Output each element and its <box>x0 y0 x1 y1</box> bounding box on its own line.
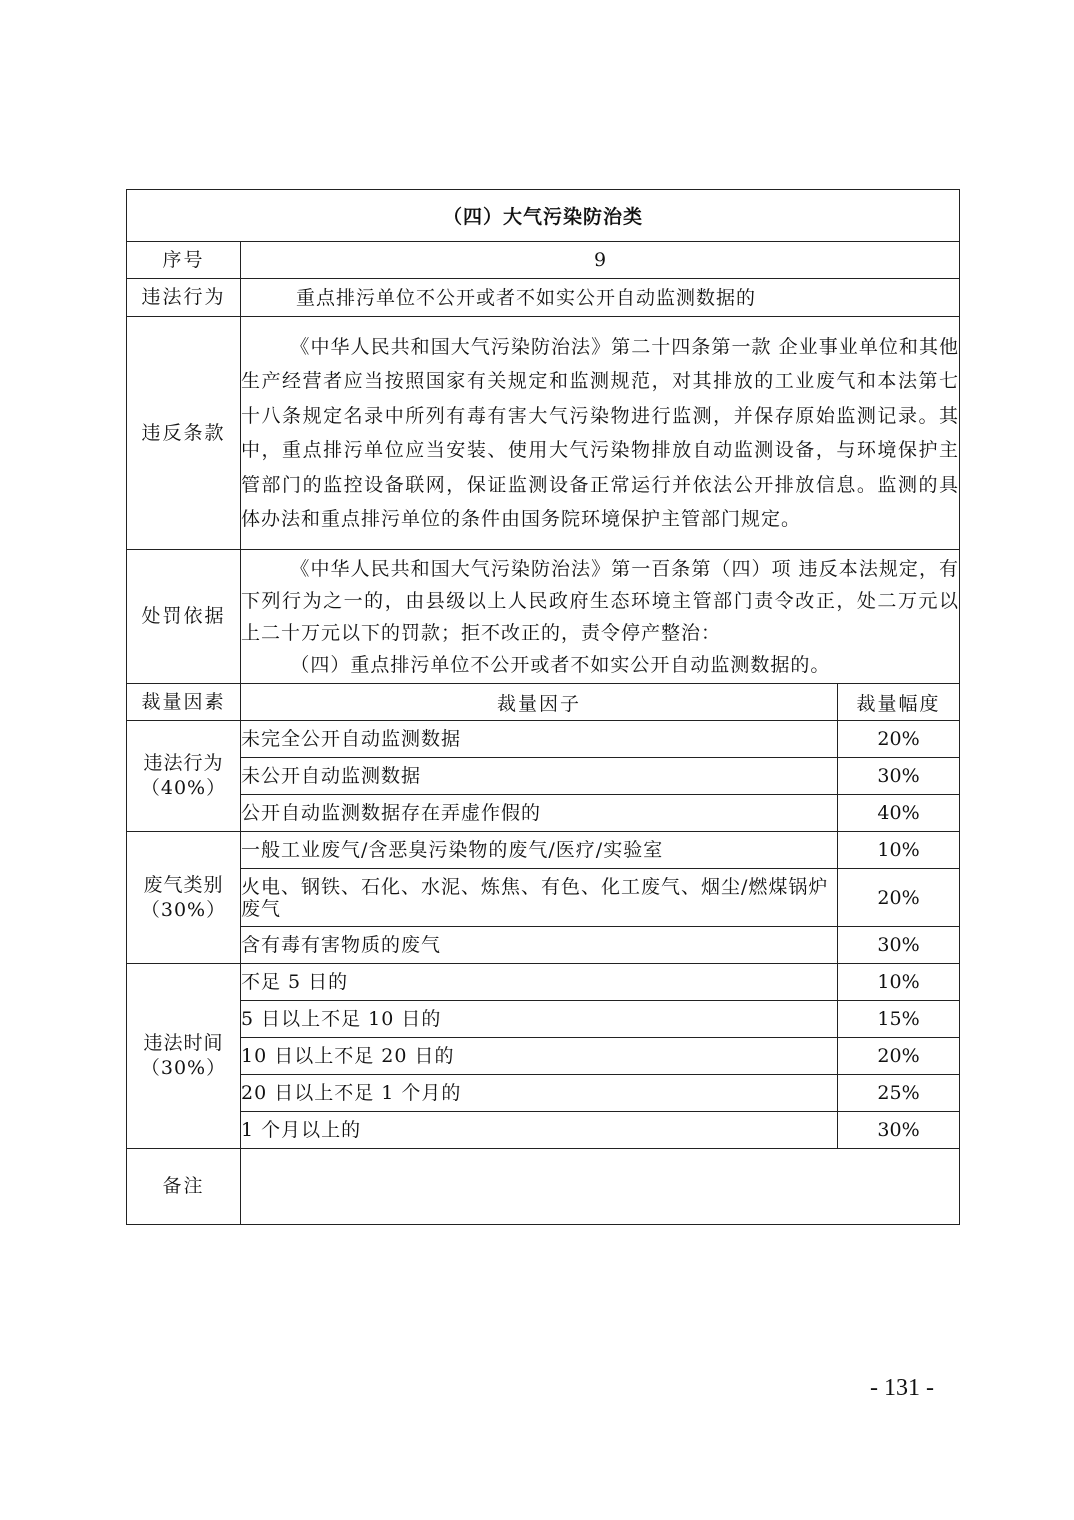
discretion-row <box>127 721 960 758</box>
discretion-row <box>127 869 960 927</box>
discretion-row <box>127 758 960 795</box>
penalty-standard-table <box>126 189 960 1225</box>
remarks-label: 备注 <box>127 1149 241 1225</box>
discretion-row <box>127 1038 960 1075</box>
discretion-header-row <box>127 684 960 721</box>
factor-range: 10% <box>838 832 960 869</box>
group-weight: （30%） <box>140 1057 227 1079</box>
title-row <box>127 190 960 242</box>
factor-item: 未完全公开自动监测数据 <box>241 721 838 758</box>
factor-item: 一般工业废气/含恶臭污染物的废气/医疗/实验室 <box>241 832 838 869</box>
factor-range: 25% <box>838 1075 960 1112</box>
group-name: 违法时间 <box>143 1032 224 1054</box>
factor-item: 未公开自动监测数据 <box>241 758 838 795</box>
discretion-row <box>127 795 960 832</box>
violated-clause-text <box>241 317 960 550</box>
discretion-row <box>127 927 960 964</box>
behavior-row <box>127 279 960 317</box>
factor-item: 不足 5 日的 <box>241 964 838 1001</box>
penalty-basis-row <box>127 550 960 684</box>
group-name: 废气类别 <box>143 873 224 896</box>
factor-range: 30% <box>838 927 960 964</box>
factor-range: 30% <box>838 1112 960 1149</box>
violated-clause-row <box>127 317 960 550</box>
discretion-row <box>127 1001 960 1038</box>
factor-item: 10 日以上不足 20 日的 <box>241 1038 838 1075</box>
penalty-basis-text <box>241 550 960 684</box>
factor-range: 20% <box>838 721 960 758</box>
discretion-row <box>127 1075 960 1112</box>
seq-row <box>127 242 960 279</box>
violated-clause-paragraph: 《中华人民共和国大气污染防治法》第二十四条第一款 企业事业单位和其他生产经营者应当按照国家有关规定和监测规范，对其排放的工业废气和本法第七十八条规定名录中所列有毒有害大气污染物进行监测，并保存原始监测记录。其中，重点排污单位应当安装、使用大气污染物排放自动监测设备，与环境保护主管部门的监控设备联网，保证监测设备正常运行并依法公开排放信息。监测的具体办法和重点排污单位的条件由国务院环境保护主管部门规定。 <box>241 335 960 530</box>
seq-label: 序号 <box>127 242 241 279</box>
discretion-row <box>127 1112 960 1149</box>
discretion-item-header: 裁量因子 <box>241 684 838 721</box>
penalty-basis-paragraph-2: （四）重点排污单位不公开或者不如实公开自动监测数据的。 <box>290 653 831 676</box>
penalty-basis-paragraph-1: 《中华人民共和国大气污染防治法》第一百条第（四）项 违反本法规定，有下列行为之一的，由县级以上人民政府生态环境主管部门责令改正，处二万元以上二十万元以下的罚款；拒不改正的，责令停产整治： <box>241 557 960 644</box>
discretion-row <box>127 832 960 869</box>
remarks-value <box>241 1149 960 1225</box>
factor-range: 30% <box>838 758 960 795</box>
factor-range: 20% <box>838 1038 960 1075</box>
behavior-value: 重点排污单位不公开或者不如实公开自动监测数据的 <box>241 279 960 317</box>
group-label-gas-type <box>127 832 241 964</box>
factor-item: 含有毒有害物质的废气 <box>241 927 838 964</box>
discretion-range-header: 裁量幅度 <box>838 684 960 721</box>
factor-item: 5 日以上不足 10 日的 <box>241 1001 838 1038</box>
factor-range: 10% <box>838 964 960 1001</box>
group-weight: （30%） <box>140 898 227 921</box>
discretion-row <box>127 964 960 1001</box>
factor-range: 15% <box>838 1001 960 1038</box>
group-label-behavior <box>127 721 241 832</box>
penalty-basis-label: 处罚依据 <box>127 550 241 684</box>
factor-range: 20% <box>838 869 960 927</box>
discretion-factor-header: 裁量因素 <box>127 684 241 721</box>
table-title: （四）大气污染防治类 <box>127 190 960 242</box>
seq-value: 9 <box>241 242 960 279</box>
factor-item: 公开自动监测数据存在弄虚作假的 <box>241 795 838 832</box>
factor-range: 40% <box>838 795 960 832</box>
group-weight: （40%） <box>140 777 227 799</box>
factor-item: 1 个月以上的 <box>241 1112 838 1149</box>
page-number: - 131 - <box>870 1375 934 1401</box>
remarks-row <box>127 1149 960 1225</box>
group-label-duration <box>127 964 241 1149</box>
violated-clause-label: 违反条款 <box>127 317 241 550</box>
group-name: 违法行为 <box>143 752 224 774</box>
factor-item: 20 日以上不足 1 个月的 <box>241 1075 838 1112</box>
behavior-label: 违法行为 <box>127 279 241 317</box>
factor-item: 火电、钢铁、石化、水泥、炼焦、有色、化工废气、烟尘/燃煤锅炉废气 <box>241 869 838 927</box>
